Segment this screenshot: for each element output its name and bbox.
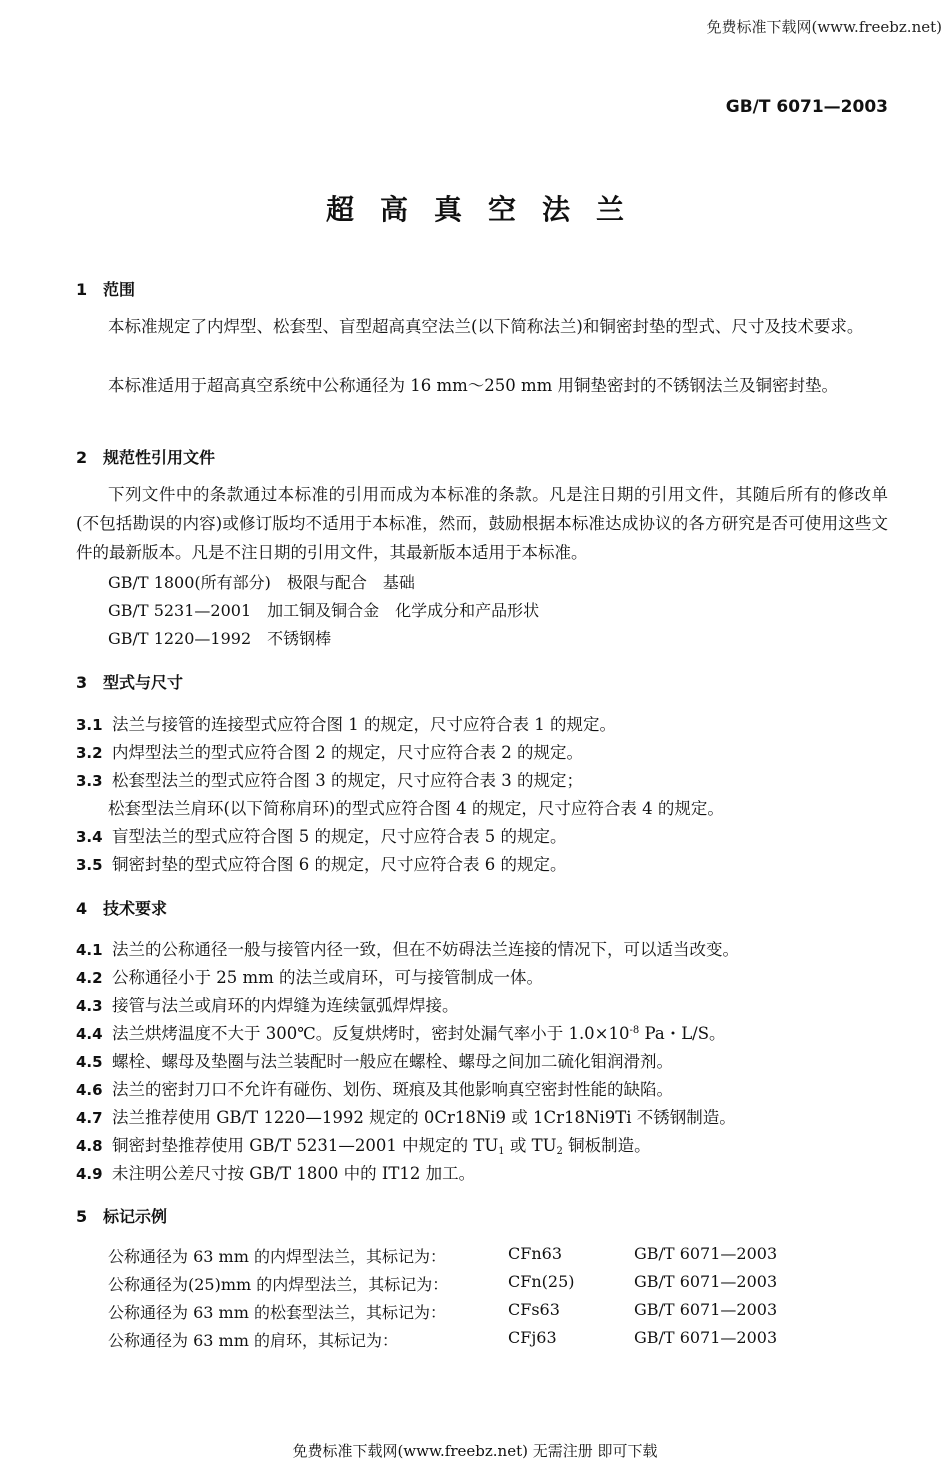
clause-text: 法兰的公称通径一般与接管内径一致，但在不妨碍法兰连接的情况下，可以适当改变。	[112, 940, 739, 959]
clause-text: 公称通径小于 25 mm 的法兰或肩环，可与接管制成一体。	[112, 968, 544, 987]
clause	[76, 1104, 736, 1128]
section-number: 2	[76, 448, 88, 467]
footer-watermark: 免费标准下载网(www.freebz.net) 无需注册 即可下载	[292, 1442, 658, 1460]
clause-number: 4.2	[76, 969, 103, 987]
section-heading-5	[76, 1204, 167, 1227]
clause-number: 4.4	[76, 1025, 103, 1043]
marking-standard: GB/T 6071—2003	[634, 1300, 778, 1319]
section-number: 4	[76, 899, 88, 918]
marking-standard: GB/T 6071—2003	[634, 1272, 778, 1291]
section-title: 范围	[103, 280, 136, 299]
section-title: 技术要求	[103, 899, 168, 918]
clause	[76, 823, 566, 847]
clause-number: 4.6	[76, 1081, 103, 1099]
header-watermark: 免费标准下载网(www.freebz.net)	[706, 18, 942, 36]
clause	[76, 1048, 673, 1072]
paragraph: 本标准规定了内焊型、松套型、盲型超高真空法兰(以下简称法兰)和铜密封垫的型式、尺寸及技术要求。	[108, 317, 864, 336]
clause-number: 3.5	[76, 856, 103, 874]
section-heading-1	[76, 277, 135, 300]
clause-text	[112, 1024, 726, 1043]
marking-code: CFn63	[508, 1244, 563, 1263]
clause-number: 4.7	[76, 1109, 103, 1127]
clause	[76, 964, 543, 988]
clause	[76, 739, 583, 763]
clause-number: 3.3	[76, 772, 103, 790]
clause	[76, 936, 739, 960]
section-title: 标记示例	[103, 1207, 168, 1226]
clause-text: 未注明公差尺寸按 GB/T 1800 中的 IT12 加工。	[112, 1164, 476, 1183]
section-heading-2	[76, 445, 215, 468]
section-title: 规范性引用文件	[103, 448, 216, 467]
clause-text: 盲型法兰的型式应符合图 5 的规定，尺寸应符合表 5 的规定。	[112, 827, 567, 846]
reference-item: GB/T 1220—1992 不锈钢棒	[108, 629, 332, 648]
subscript: 2	[556, 1146, 563, 1157]
clause	[76, 851, 566, 875]
marking-description: 公称通径为 63 mm 的松套型法兰，其标记为：	[108, 1303, 446, 1322]
marking-standard: GB/T 6071—2003	[634, 1328, 778, 1347]
clause-number: 4.1	[76, 941, 103, 959]
section-heading-3	[76, 670, 183, 693]
clause-number: 3.4	[76, 828, 103, 846]
page-title: 超高真空法兰	[325, 193, 650, 226]
clause	[76, 711, 616, 735]
clause-text	[112, 1136, 651, 1155]
clause-text: 铜密封垫的型式应符合图 6 的规定，尺寸应符合表 6 的规定。	[112, 855, 567, 874]
clause-text-part: 铜板制造。	[562, 1136, 651, 1155]
clause-number: 4.8	[76, 1137, 103, 1155]
clause	[76, 992, 459, 1016]
clause-text: 松套型法兰的型式应符合图 3 的规定，尺寸应符合表 3 的规定；	[112, 771, 583, 790]
clause-text: 内焊型法兰的型式应符合图 2 的规定，尺寸应符合表 2 的规定。	[112, 743, 583, 762]
clause-text: 接管与法兰或肩环的内焊缝为连续氩弧焊焊接。	[112, 996, 459, 1015]
marking-description: 公称通径为 63 mm 的内焊型法兰，其标记为：	[108, 1247, 446, 1266]
section-title: 型式与尺寸	[103, 673, 184, 692]
reference-item: GB/T 1800(所有部分) 极限与配合 基础	[108, 573, 415, 592]
marking-code: CFj63	[508, 1328, 557, 1347]
marking-description: 公称通径为(25)mm 的内焊型法兰，其标记为：	[108, 1275, 449, 1294]
clause-number: 3.1	[76, 716, 103, 734]
clause	[76, 1020, 726, 1044]
marking-standard: GB/T 6071—2003	[634, 1244, 778, 1263]
clause	[76, 1076, 673, 1100]
marking-code: CFs63	[508, 1300, 560, 1319]
reference-item: GB/T 5231—2001 加工铜及铜合金 化学成分和产品形状	[108, 601, 540, 620]
clause-text-part: Pa・L/S。	[639, 1024, 726, 1043]
paragraph: 下列文件中的条款通过本标准的引用而成为本标准的条款。凡是注日期的引用文件，其随后所有的修改单(不包括勘误的内容)或修订版均不适用于本标准，然而，鼓励根据本标准达成协议的各方研究是否可使用这些文件的最新版本。凡是不注日期的引用文件，其最新版本适用于本标准。	[76, 485, 888, 562]
clause-text-part: 铜密封垫推荐使用 GB/T 5231—2001 中规定的 TU	[112, 1136, 499, 1155]
clause-number: 4.9	[76, 1165, 103, 1183]
standard-code: GB/T 6071—2003	[725, 97, 888, 117]
clause-text: 法兰与接管的连接型式应符合图 1 的规定，尺寸应符合表 1 的规定。	[112, 715, 616, 734]
paragraph: 本标准适用于超高真空系统中公称通径为 16 mm～250 mm 用铜垫密封的不锈钢法兰及铜密封垫。	[108, 376, 839, 395]
subscript: 1	[498, 1146, 505, 1157]
clause	[76, 1160, 475, 1184]
section-heading-4	[76, 896, 167, 919]
clause	[76, 1132, 651, 1157]
clause-text-part: 或 TU	[504, 1136, 557, 1155]
clause	[76, 767, 583, 791]
marking-code: CFn(25)	[508, 1272, 575, 1291]
clause-text: 法兰的密封刀口不允许有碰伤、划伤、斑痕及其他影响真空密封性能的缺陷。	[112, 1080, 673, 1099]
section-number: 5	[76, 1207, 88, 1226]
marking-description: 公称通径为 63 mm 的肩环，其标记为：	[108, 1331, 398, 1350]
clause-continuation: 松套型法兰肩环(以下简称肩环)的型式应符合图 4 的规定，尺寸应符合表 4 的规定。	[108, 799, 724, 818]
clause-text: 螺栓、螺母及垫圈与法兰装配时一般应在螺栓、螺母之间加二硫化钼润滑剂。	[112, 1052, 673, 1071]
clause-number: 4.3	[76, 997, 103, 1015]
clause-text: 法兰推荐使用 GB/T 1220—1992 规定的 0Cr18Ni9 或 1Cr18Ni9Ti 不锈钢制造。	[112, 1108, 736, 1127]
section-number: 1	[76, 280, 88, 299]
clause-text-part: 法兰烘烤温度不大于 300℃。反复烘烤时，密封处漏气率小于 1.0×10	[112, 1024, 630, 1043]
clause-number: 4.5	[76, 1053, 103, 1071]
section-number: 3	[76, 673, 88, 692]
clause-number: 3.2	[76, 744, 103, 762]
exponent: -8	[629, 1025, 640, 1036]
